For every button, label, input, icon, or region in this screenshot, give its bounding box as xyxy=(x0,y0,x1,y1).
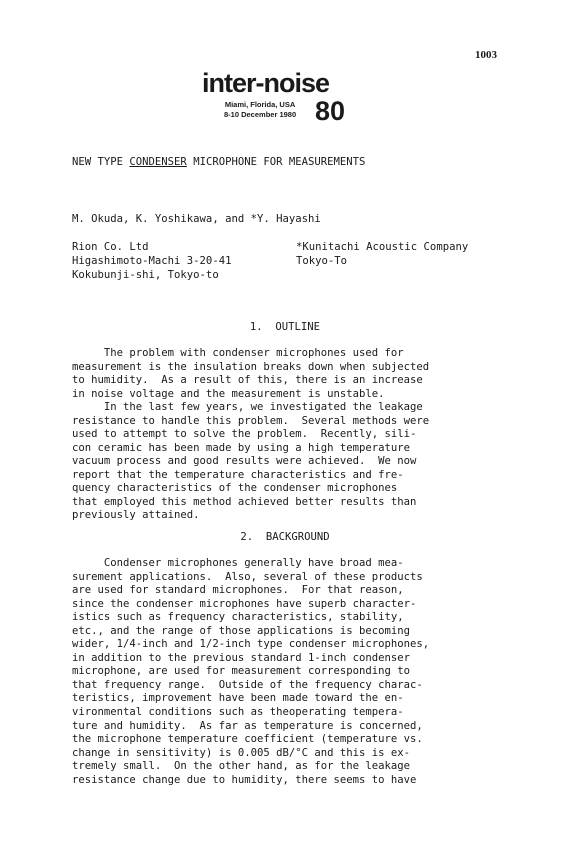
text-line: vacuum process and good results were achieved. We now xyxy=(72,455,417,468)
text-line: in noise voltage and the measurement is unstable. xyxy=(72,387,385,400)
text-line: the microphone temperature coefficient (temperature vs. xyxy=(72,733,423,746)
text-line: teristics, improvement have been made toward the en- xyxy=(72,692,404,705)
affiliation-right xyxy=(296,240,468,268)
text-line: that frequency range. Outside of the frequency charac- xyxy=(72,678,423,691)
affiliation-line: Kokubunji-shi, Tokyo-to xyxy=(72,269,219,281)
text-line: microphone, are used for measurement corresponding to xyxy=(72,665,411,678)
text-line: etc., and the range of those applications is becoming xyxy=(72,624,411,637)
text-line: con ceramic has been made by using a high temperature xyxy=(72,441,411,454)
text-line: ture and humidity. As far as temperature is concerned, xyxy=(72,719,423,732)
affiliation-line: *Kunitachi Acoustic Company xyxy=(296,241,469,253)
logo-location-line: Miami, Florida, USA xyxy=(224,100,296,109)
paragraph xyxy=(72,347,429,401)
text-line: wider, 1/4-inch and 1/2-inch type condenser microphones, xyxy=(72,638,430,651)
text-line: istics such as frequency characteristics, stability, xyxy=(72,611,404,624)
text-line: resistance change due to humidity, there seems to have xyxy=(72,773,417,786)
logo-location-line: 8-10 December 1980 xyxy=(224,110,297,119)
text-line: vironmental conditions such as theoperating tempera- xyxy=(72,706,404,719)
text-line: Condenser microphones generally have broad mea- xyxy=(72,557,404,569)
text-line: that employed this method achieved better results than xyxy=(72,495,417,508)
text-line: surement applications. Also, several of these products xyxy=(72,570,423,583)
text-line: In the last few years, we investigated the leakage xyxy=(72,401,423,413)
text-line: previously attained. xyxy=(72,509,200,522)
conference-logo xyxy=(202,68,352,130)
text-line: measurement is the insulation breaks down when subjected xyxy=(72,360,430,373)
text-line: quency characteristics of the condenser microphones xyxy=(72,482,398,495)
paragraph xyxy=(72,557,429,787)
text-line: are used for standard microphones. For that reason, xyxy=(72,584,404,597)
title-part-underlined: CONDENSER xyxy=(129,156,187,168)
text-line: change in sensitivity) is 0.005 dB/°C and this is ex- xyxy=(72,746,411,759)
paper-title xyxy=(72,156,365,168)
logo-year: 80 xyxy=(315,96,346,126)
logo-location xyxy=(224,100,296,120)
text-line: since the condenser microphones have superb character- xyxy=(72,597,417,610)
page-number: 1003 xyxy=(475,49,497,61)
text-line: tremely small. On the other hand, as for the leakage xyxy=(72,760,411,773)
text-line: in addition to the previous standard 1-inch condenser xyxy=(72,651,411,664)
section-heading-outline: 1. OUTLINE xyxy=(249,321,321,333)
logo-wordmark: inter-noise xyxy=(202,68,330,98)
affiliation-line: Rion Co. Ltd xyxy=(72,241,149,253)
section-heading-background: 2. BACKGROUND xyxy=(240,531,330,543)
text-line: The problem with condenser microphones used for xyxy=(72,347,404,359)
text-line: used to attempt to solve the problem. Recently, sili- xyxy=(72,428,417,441)
text-line: report that the temperature characteristics and fre- xyxy=(72,468,404,481)
affiliation-left xyxy=(72,240,231,282)
title-part: MICROPHONE FOR MEASUREMENTS xyxy=(186,156,366,168)
text-line: to humidity. As a result of this, there is an increase xyxy=(72,374,423,387)
affiliation-line: Higashimoto-Machi 3-20-41 xyxy=(72,255,232,267)
title-part: NEW TYPE xyxy=(72,156,130,168)
affiliation-line: Tokyo-To xyxy=(296,255,348,267)
paragraph xyxy=(72,401,429,523)
text-line: resistance to handle this problem. Several methods were xyxy=(72,414,430,427)
authors: M. Okuda, K. Yoshikawa, and *Y. Hayashi xyxy=(72,213,321,225)
